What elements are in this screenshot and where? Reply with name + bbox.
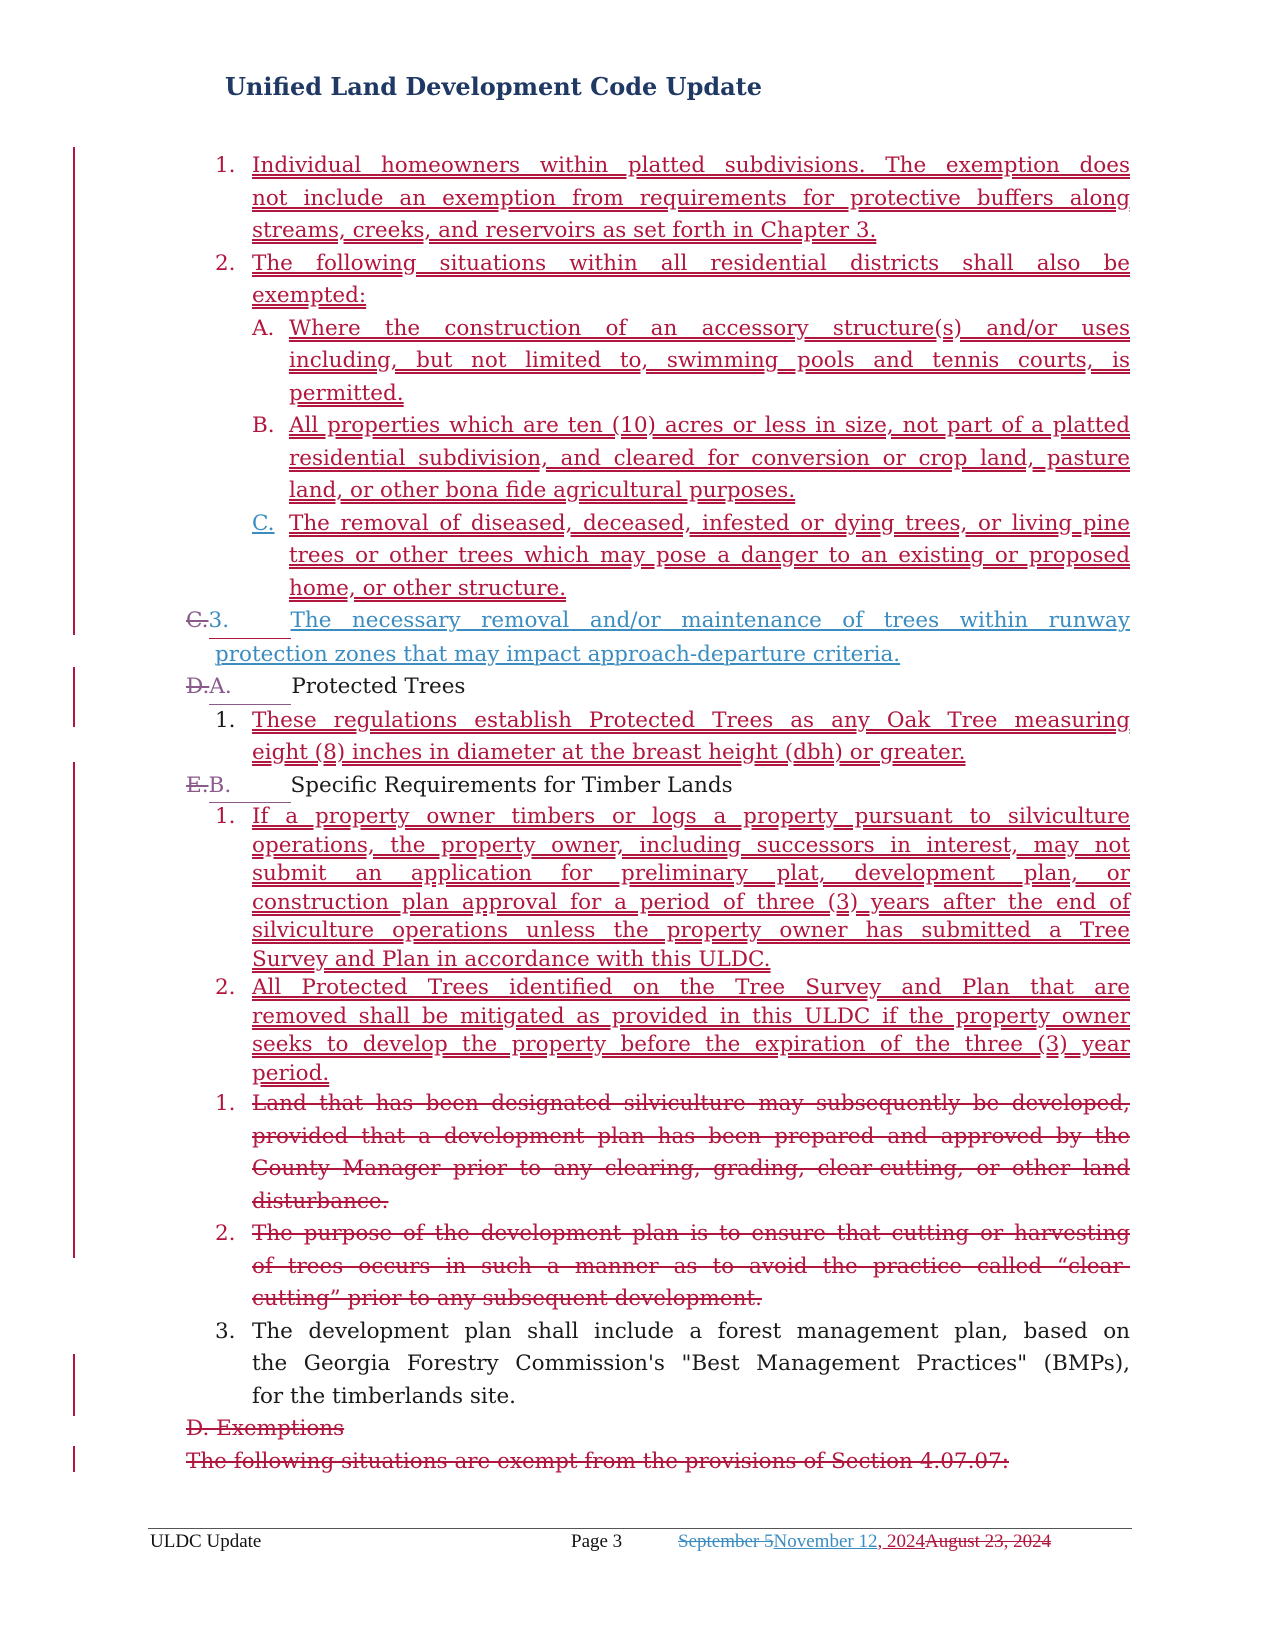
page-title: Unified Land Development Code Update xyxy=(225,72,763,101)
list-item: 2. All Protected Trees identified on the Tree Survey and Plan that are removed shall be mitigated as provided in this ULDC if the property owner seeks to develop the property before the expiration of the three (3) year period. xyxy=(215,975,1130,1086)
list-item: 1. If a property owner timbers or logs a property pursuant to silviculture operations, the property owner, including successors in interest, may not submit an application for preliminary plat, development plan, or construction plan approval for a period of three (3) years after the end of silviculture operations unless the property owner has submitted a Tree Survey and Plan in accordance with this ULDC. xyxy=(215,804,1130,972)
list-item: B. All properties which are ten (10) acres or less in size, not part of a platted residential subdivision, and cleared for conversion or crop land, pasture land, or other bona fide agricultural purposes. xyxy=(186,410,1130,508)
list-item: C.3. The necessary removal and/or maintenance of trees within runway protection zones that may impact approach-departure criteria. xyxy=(186,605,1130,671)
change-bar xyxy=(73,762,75,1258)
item-number: 3. xyxy=(215,1318,236,1344)
item-number: 1. xyxy=(215,804,236,829)
item-number: 1. xyxy=(215,707,236,733)
list-item: 1. These regulations establish Protected Trees as any Oak Tree measuring eight (8) inches in diameter at the breast height (dbh) or greater. xyxy=(186,705,1130,770)
change-bar xyxy=(73,147,75,635)
deleted-number: C. xyxy=(186,608,209,633)
list-item: 1. Land that has been designated silviculture may subsequently be developed, provided that a development plan has been prepared and approved by the County Manager prior to any clearing, grading, clear-cutting, or other land disturbance. xyxy=(186,1088,1130,1218)
list-item: 2. The following situations within all residential districts shall also be exempted: xyxy=(186,248,1130,313)
list-item: 1. Individual homeowners within platted subdivisions. The exemption does not include an exemption from requirements for protective buffers along streams, creeks, and reservoirs as set forth in Chapter 3. xyxy=(186,150,1130,248)
item-number: 1. xyxy=(215,153,236,178)
item-number: 2. xyxy=(215,1221,236,1246)
footer-page-number: Page 3 xyxy=(571,1531,623,1552)
item-number: 3. xyxy=(209,605,291,639)
footer-date: September 5November 12, 2024August 23, 2024 xyxy=(678,1531,1052,1552)
deleted-paragraph: The following situations are exempt from the provisions of Section 4.07.07: xyxy=(186,1448,1010,1474)
change-bar xyxy=(73,667,75,727)
list-item: 3. The development plan shall include a forest management plan, based on the Georgia Forestry Commission's "Best Management Practices" (BMPs), for the timberlands site. xyxy=(186,1316,1130,1414)
section-heading: D.A. Protected Trees xyxy=(186,671,1130,705)
item-number: 2. xyxy=(215,975,236,1000)
list-item: 2. The purpose of the development plan is to ensure that cutting or harvesting of trees occurs in such a manner as to avoid the practice called “clear- cutting” prior to any subsequent development. xyxy=(186,1218,1130,1316)
list-item: A. Where the construction of an accessory structure(s) and/or uses including, but not limited to, swimming pools and tennis courts, is permitted. xyxy=(186,313,1130,411)
change-bar xyxy=(73,1354,75,1416)
change-bar xyxy=(73,1446,75,1472)
list-item: C. The removal of diseased, deceased, infested or dying trees, or living pine trees or other trees which may pose a danger to an existing or proposed home, or other structure. xyxy=(186,508,1130,606)
section-heading: E.B. Specific Requirements for Timber Lands xyxy=(186,770,1130,804)
document-body xyxy=(186,150,1130,1478)
item-number: 2. xyxy=(215,250,236,276)
item-letter: C. xyxy=(252,510,275,536)
deleted-heading: D. Exemptions xyxy=(186,1416,345,1441)
item-number: 1. xyxy=(215,1091,236,1116)
item-letter: A. xyxy=(252,315,275,341)
footer-left: ULDC Update xyxy=(150,1531,262,1552)
item-letter: B. xyxy=(252,413,275,438)
footer-rule xyxy=(148,1528,1132,1529)
